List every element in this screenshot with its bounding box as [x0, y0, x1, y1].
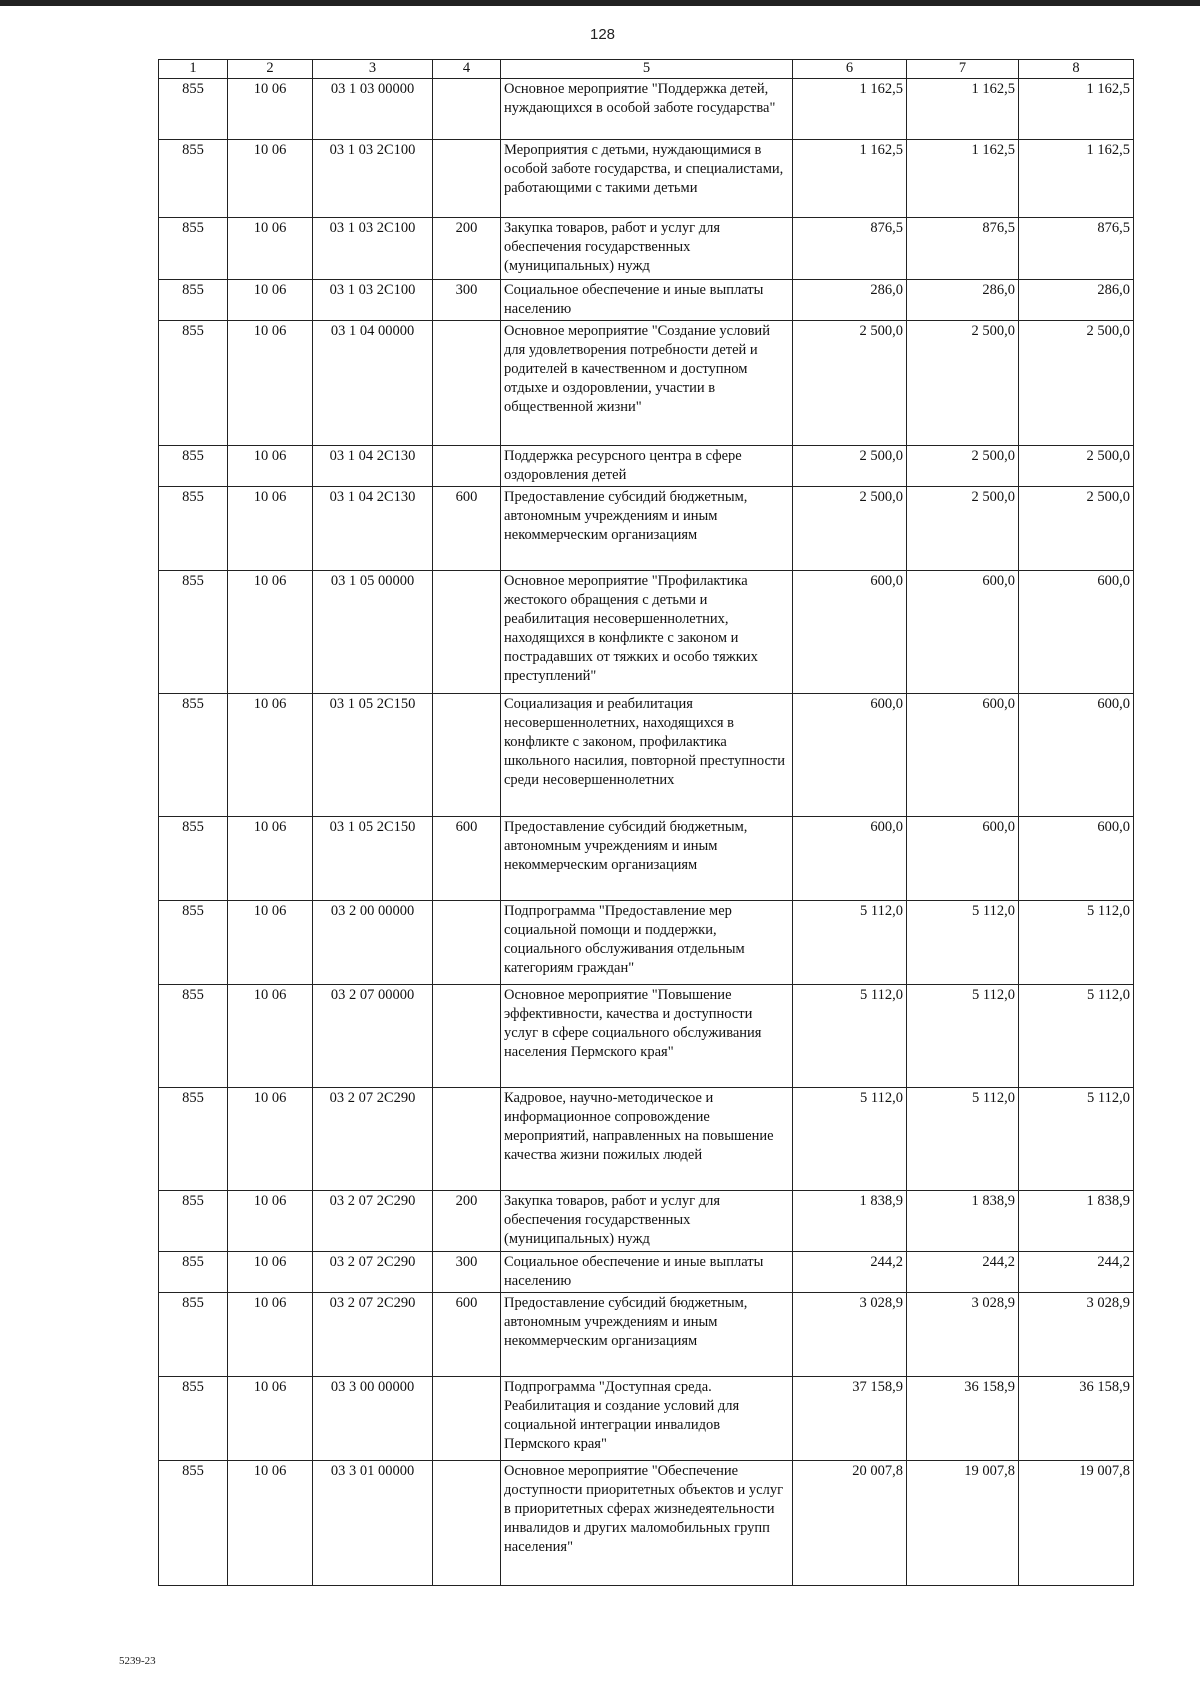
cell-section-code: 10 06: [228, 571, 313, 694]
header-cell: 7: [907, 60, 1019, 79]
cell-target-code: 03 1 05 2С150: [313, 694, 433, 817]
cell-expense-type: [433, 1377, 501, 1461]
header-cell: 8: [1019, 60, 1134, 79]
header-cell: 5: [501, 60, 793, 79]
cell-description: Подпрограмма "Доступная среда. Реабилитация и создание условий для социальной интеграции инвалидов Пермского края": [501, 1377, 793, 1461]
cell-admin-code: 855: [159, 694, 228, 817]
cell-amount-col7: 19 007,8: [907, 1461, 1019, 1586]
cell-amount-col6: 2 500,0: [793, 446, 907, 487]
cell-amount-col6: 2 500,0: [793, 487, 907, 571]
cell-amount-col7: 3 028,9: [907, 1293, 1019, 1377]
cell-amount-col7: 2 500,0: [907, 321, 1019, 446]
cell-target-code: 03 1 03 2С100: [313, 218, 433, 280]
cell-target-code: 03 2 00 00000: [313, 901, 433, 985]
cell-admin-code: 855: [159, 901, 228, 985]
cell-description: Мероприятия с детьми, нуждающимися в особой заботе государства, и специалистами, работающими с такими детьми: [501, 140, 793, 218]
cell-section-code: 10 06: [228, 1377, 313, 1461]
cell-expense-type: 200: [433, 218, 501, 280]
cell-amount-col8: 600,0: [1019, 571, 1134, 694]
cell-amount-col8: 1 162,5: [1019, 79, 1134, 140]
cell-amount-col6: 600,0: [793, 571, 907, 694]
cell-description: Основное мероприятие "Обеспечение доступности приоритетных объектов и услуг в приоритетных сферах жизнедеятельности инвалидов и других маломобильных групп населения": [501, 1461, 793, 1586]
table-row: [159, 1088, 1134, 1191]
cell-admin-code: 855: [159, 1191, 228, 1252]
cell-section-code: 10 06: [228, 487, 313, 571]
table-row: [159, 694, 1134, 817]
cell-section-code: 10 06: [228, 446, 313, 487]
cell-amount-col7: 36 158,9: [907, 1377, 1019, 1461]
cell-amount-col7: 1 162,5: [907, 79, 1019, 140]
cell-amount-col8: 5 112,0: [1019, 985, 1134, 1088]
page-number: 128: [590, 26, 616, 43]
table-body: [159, 60, 1134, 1586]
cell-amount-col7: 5 112,0: [907, 901, 1019, 985]
cell-section-code: 10 06: [228, 1293, 313, 1377]
cell-expense-type: 600: [433, 817, 501, 901]
document-code: 5239-23: [119, 1655, 156, 1667]
cell-description: Закупка товаров, работ и услуг для обеспечения государственных (муниципальных) нужд: [501, 1191, 793, 1252]
cell-section-code: 10 06: [228, 321, 313, 446]
cell-amount-col8: 19 007,8: [1019, 1461, 1134, 1586]
cell-amount-col6: 1 162,5: [793, 79, 907, 140]
cell-description: Социальное обеспечение и иные выплаты населению: [501, 1252, 793, 1293]
cell-admin-code: 855: [159, 280, 228, 321]
cell-amount-col6: 2 500,0: [793, 321, 907, 446]
cell-amount-col6: 244,2: [793, 1252, 907, 1293]
cell-description: Закупка товаров, работ и услуг для обеспечения государственных (муниципальных) нужд: [501, 218, 793, 280]
cell-expense-type: [433, 321, 501, 446]
cell-expense-type: [433, 1461, 501, 1586]
cell-target-code: 03 1 04 00000: [313, 321, 433, 446]
cell-amount-col8: 2 500,0: [1019, 487, 1134, 571]
cell-target-code: 03 1 04 2С130: [313, 487, 433, 571]
cell-amount-col6: 286,0: [793, 280, 907, 321]
header-cell: 4: [433, 60, 501, 79]
cell-admin-code: 855: [159, 1293, 228, 1377]
top-scan-edge: [0, 0, 1200, 6]
cell-admin-code: 855: [159, 817, 228, 901]
cell-amount-col8: 2 500,0: [1019, 446, 1134, 487]
cell-description: Подпрограмма "Предоставление мер социальной помощи и поддержки, социального обслуживания отдельным категориям граждан": [501, 901, 793, 985]
table-row: [159, 817, 1134, 901]
cell-amount-col8: 5 112,0: [1019, 1088, 1134, 1191]
table-row: [159, 901, 1134, 985]
cell-admin-code: 855: [159, 985, 228, 1088]
cell-expense-type: [433, 1088, 501, 1191]
cell-section-code: 10 06: [228, 694, 313, 817]
cell-target-code: 03 1 05 2С150: [313, 817, 433, 901]
cell-expense-type: [433, 140, 501, 218]
cell-description: Кадровое, научно-методическое и информационное сопровождение мероприятий, направленных на повышение качества жизни пожилых людей: [501, 1088, 793, 1191]
cell-target-code: 03 3 00 00000: [313, 1377, 433, 1461]
cell-section-code: 10 06: [228, 1461, 313, 1586]
cell-amount-col8: 876,5: [1019, 218, 1134, 280]
cell-amount-col7: 600,0: [907, 817, 1019, 901]
table-row: [159, 487, 1134, 571]
cell-amount-col7: 600,0: [907, 694, 1019, 817]
cell-amount-col8: 36 158,9: [1019, 1377, 1134, 1461]
header-cell: 3: [313, 60, 433, 79]
cell-description: Предоставление субсидий бюджетным, автономным учреждениям и иным некоммерческим организациям: [501, 487, 793, 571]
header-cell: 6: [793, 60, 907, 79]
cell-amount-col6: 3 028,9: [793, 1293, 907, 1377]
cell-description: Предоставление субсидий бюджетным, автономным учреждениям и иным некоммерческим организациям: [501, 817, 793, 901]
table-row: [159, 1252, 1134, 1293]
cell-amount-col6: 5 112,0: [793, 1088, 907, 1191]
cell-amount-col8: 1 838,9: [1019, 1191, 1134, 1252]
cell-section-code: 10 06: [228, 280, 313, 321]
cell-target-code: 03 2 07 2С290: [313, 1293, 433, 1377]
cell-expense-type: 300: [433, 280, 501, 321]
table-row: [159, 1377, 1134, 1461]
cell-section-code: 10 06: [228, 140, 313, 218]
budget-table: [158, 59, 1134, 1586]
table-row: [159, 446, 1134, 487]
cell-admin-code: 855: [159, 1377, 228, 1461]
cell-expense-type: 600: [433, 487, 501, 571]
cell-target-code: 03 1 03 2С100: [313, 280, 433, 321]
cell-target-code: 03 1 03 2С100: [313, 140, 433, 218]
cell-expense-type: [433, 571, 501, 694]
cell-amount-col7: 876,5: [907, 218, 1019, 280]
cell-target-code: 03 1 05 00000: [313, 571, 433, 694]
cell-amount-col6: 876,5: [793, 218, 907, 280]
cell-amount-col6: 37 158,9: [793, 1377, 907, 1461]
cell-admin-code: 855: [159, 140, 228, 218]
table-row: [159, 321, 1134, 446]
cell-amount-col6: 20 007,8: [793, 1461, 907, 1586]
cell-expense-type: [433, 446, 501, 487]
cell-expense-type: [433, 79, 501, 140]
cell-amount-col6: 5 112,0: [793, 985, 907, 1088]
table-row: [159, 1191, 1134, 1252]
table-header-row: [159, 60, 1134, 79]
table-row: [159, 1461, 1134, 1586]
cell-expense-type: 300: [433, 1252, 501, 1293]
cell-expense-type: 200: [433, 1191, 501, 1252]
cell-target-code: 03 1 04 2С130: [313, 446, 433, 487]
table-row: [159, 571, 1134, 694]
cell-description: Социальное обеспечение и иные выплаты населению: [501, 280, 793, 321]
header-cell: 1: [159, 60, 228, 79]
cell-amount-col6: 1 162,5: [793, 140, 907, 218]
header-cell: 2: [228, 60, 313, 79]
cell-amount-col8: 600,0: [1019, 817, 1134, 901]
cell-section-code: 10 06: [228, 1252, 313, 1293]
cell-expense-type: [433, 694, 501, 817]
cell-amount-col8: 1 162,5: [1019, 140, 1134, 218]
cell-admin-code: 855: [159, 1461, 228, 1586]
cell-admin-code: 855: [159, 487, 228, 571]
cell-expense-type: [433, 985, 501, 1088]
cell-section-code: 10 06: [228, 1191, 313, 1252]
cell-admin-code: 855: [159, 79, 228, 140]
cell-admin-code: 855: [159, 1252, 228, 1293]
cell-admin-code: 855: [159, 571, 228, 694]
cell-amount-col7: 2 500,0: [907, 446, 1019, 487]
cell-amount-col7: 1 838,9: [907, 1191, 1019, 1252]
cell-description: Социализация и реабилитация несовершеннолетних, находящихся в конфликте с законом, профилактика школьного насилия, повторной преступности среди несовершеннолетних: [501, 694, 793, 817]
cell-admin-code: 855: [159, 218, 228, 280]
cell-amount-col6: 600,0: [793, 817, 907, 901]
cell-target-code: 03 3 01 00000: [313, 1461, 433, 1586]
cell-section-code: 10 06: [228, 901, 313, 985]
cell-description: Поддержка ресурсного центра в сфере оздоровления детей: [501, 446, 793, 487]
cell-description: Основное мероприятие "Создание условий для удовлетворения потребности детей и родителей в качественном и доступном отдыхе и оздоровлении, участии в общественной жизни": [501, 321, 793, 446]
table-row: [159, 140, 1134, 218]
cell-amount-col8: 5 112,0: [1019, 901, 1134, 985]
cell-section-code: 10 06: [228, 79, 313, 140]
cell-amount-col7: 2 500,0: [907, 487, 1019, 571]
cell-amount-col8: 2 500,0: [1019, 321, 1134, 446]
cell-amount-col8: 286,0: [1019, 280, 1134, 321]
cell-amount-col7: 600,0: [907, 571, 1019, 694]
cell-target-code: 03 2 07 00000: [313, 985, 433, 1088]
cell-target-code: 03 2 07 2С290: [313, 1252, 433, 1293]
cell-target-code: 03 1 03 00000: [313, 79, 433, 140]
cell-amount-col7: 5 112,0: [907, 985, 1019, 1088]
cell-admin-code: 855: [159, 1088, 228, 1191]
cell-amount-col8: 600,0: [1019, 694, 1134, 817]
cell-description: Основное мероприятие "Повышение эффективности, качества и доступности услуг в сфере социального обслуживания населения Пермского края": [501, 985, 793, 1088]
cell-section-code: 10 06: [228, 817, 313, 901]
cell-amount-col7: 286,0: [907, 280, 1019, 321]
table-row: [159, 985, 1134, 1088]
cell-admin-code: 855: [159, 321, 228, 446]
table-row: [159, 79, 1134, 140]
cell-expense-type: [433, 901, 501, 985]
cell-expense-type: 600: [433, 1293, 501, 1377]
cell-amount-col8: 3 028,9: [1019, 1293, 1134, 1377]
table-row: [159, 218, 1134, 280]
table-row: [159, 1293, 1134, 1377]
cell-target-code: 03 2 07 2С290: [313, 1191, 433, 1252]
cell-admin-code: 855: [159, 446, 228, 487]
cell-section-code: 10 06: [228, 218, 313, 280]
table-row: [159, 280, 1134, 321]
cell-amount-col6: 1 838,9: [793, 1191, 907, 1252]
cell-amount-col6: 600,0: [793, 694, 907, 817]
cell-amount-col6: 5 112,0: [793, 901, 907, 985]
cell-amount-col7: 244,2: [907, 1252, 1019, 1293]
cell-description: Предоставление субсидий бюджетным, автономным учреждениям и иным некоммерческим организациям: [501, 1293, 793, 1377]
cell-amount-col7: 1 162,5: [907, 140, 1019, 218]
cell-description: Основное мероприятие "Профилактика жестокого обращения с детьми и реабилитация несовершеннолетних, находящихся в конфликте с законом и пострадавших от тяжких и особо тяжких преступлений": [501, 571, 793, 694]
cell-amount-col8: 244,2: [1019, 1252, 1134, 1293]
cell-description: Основное мероприятие "Поддержка детей, нуждающихся в особой заботе государства": [501, 79, 793, 140]
cell-section-code: 10 06: [228, 985, 313, 1088]
cell-target-code: 03 2 07 2С290: [313, 1088, 433, 1191]
cell-amount-col7: 5 112,0: [907, 1088, 1019, 1191]
cell-section-code: 10 06: [228, 1088, 313, 1191]
